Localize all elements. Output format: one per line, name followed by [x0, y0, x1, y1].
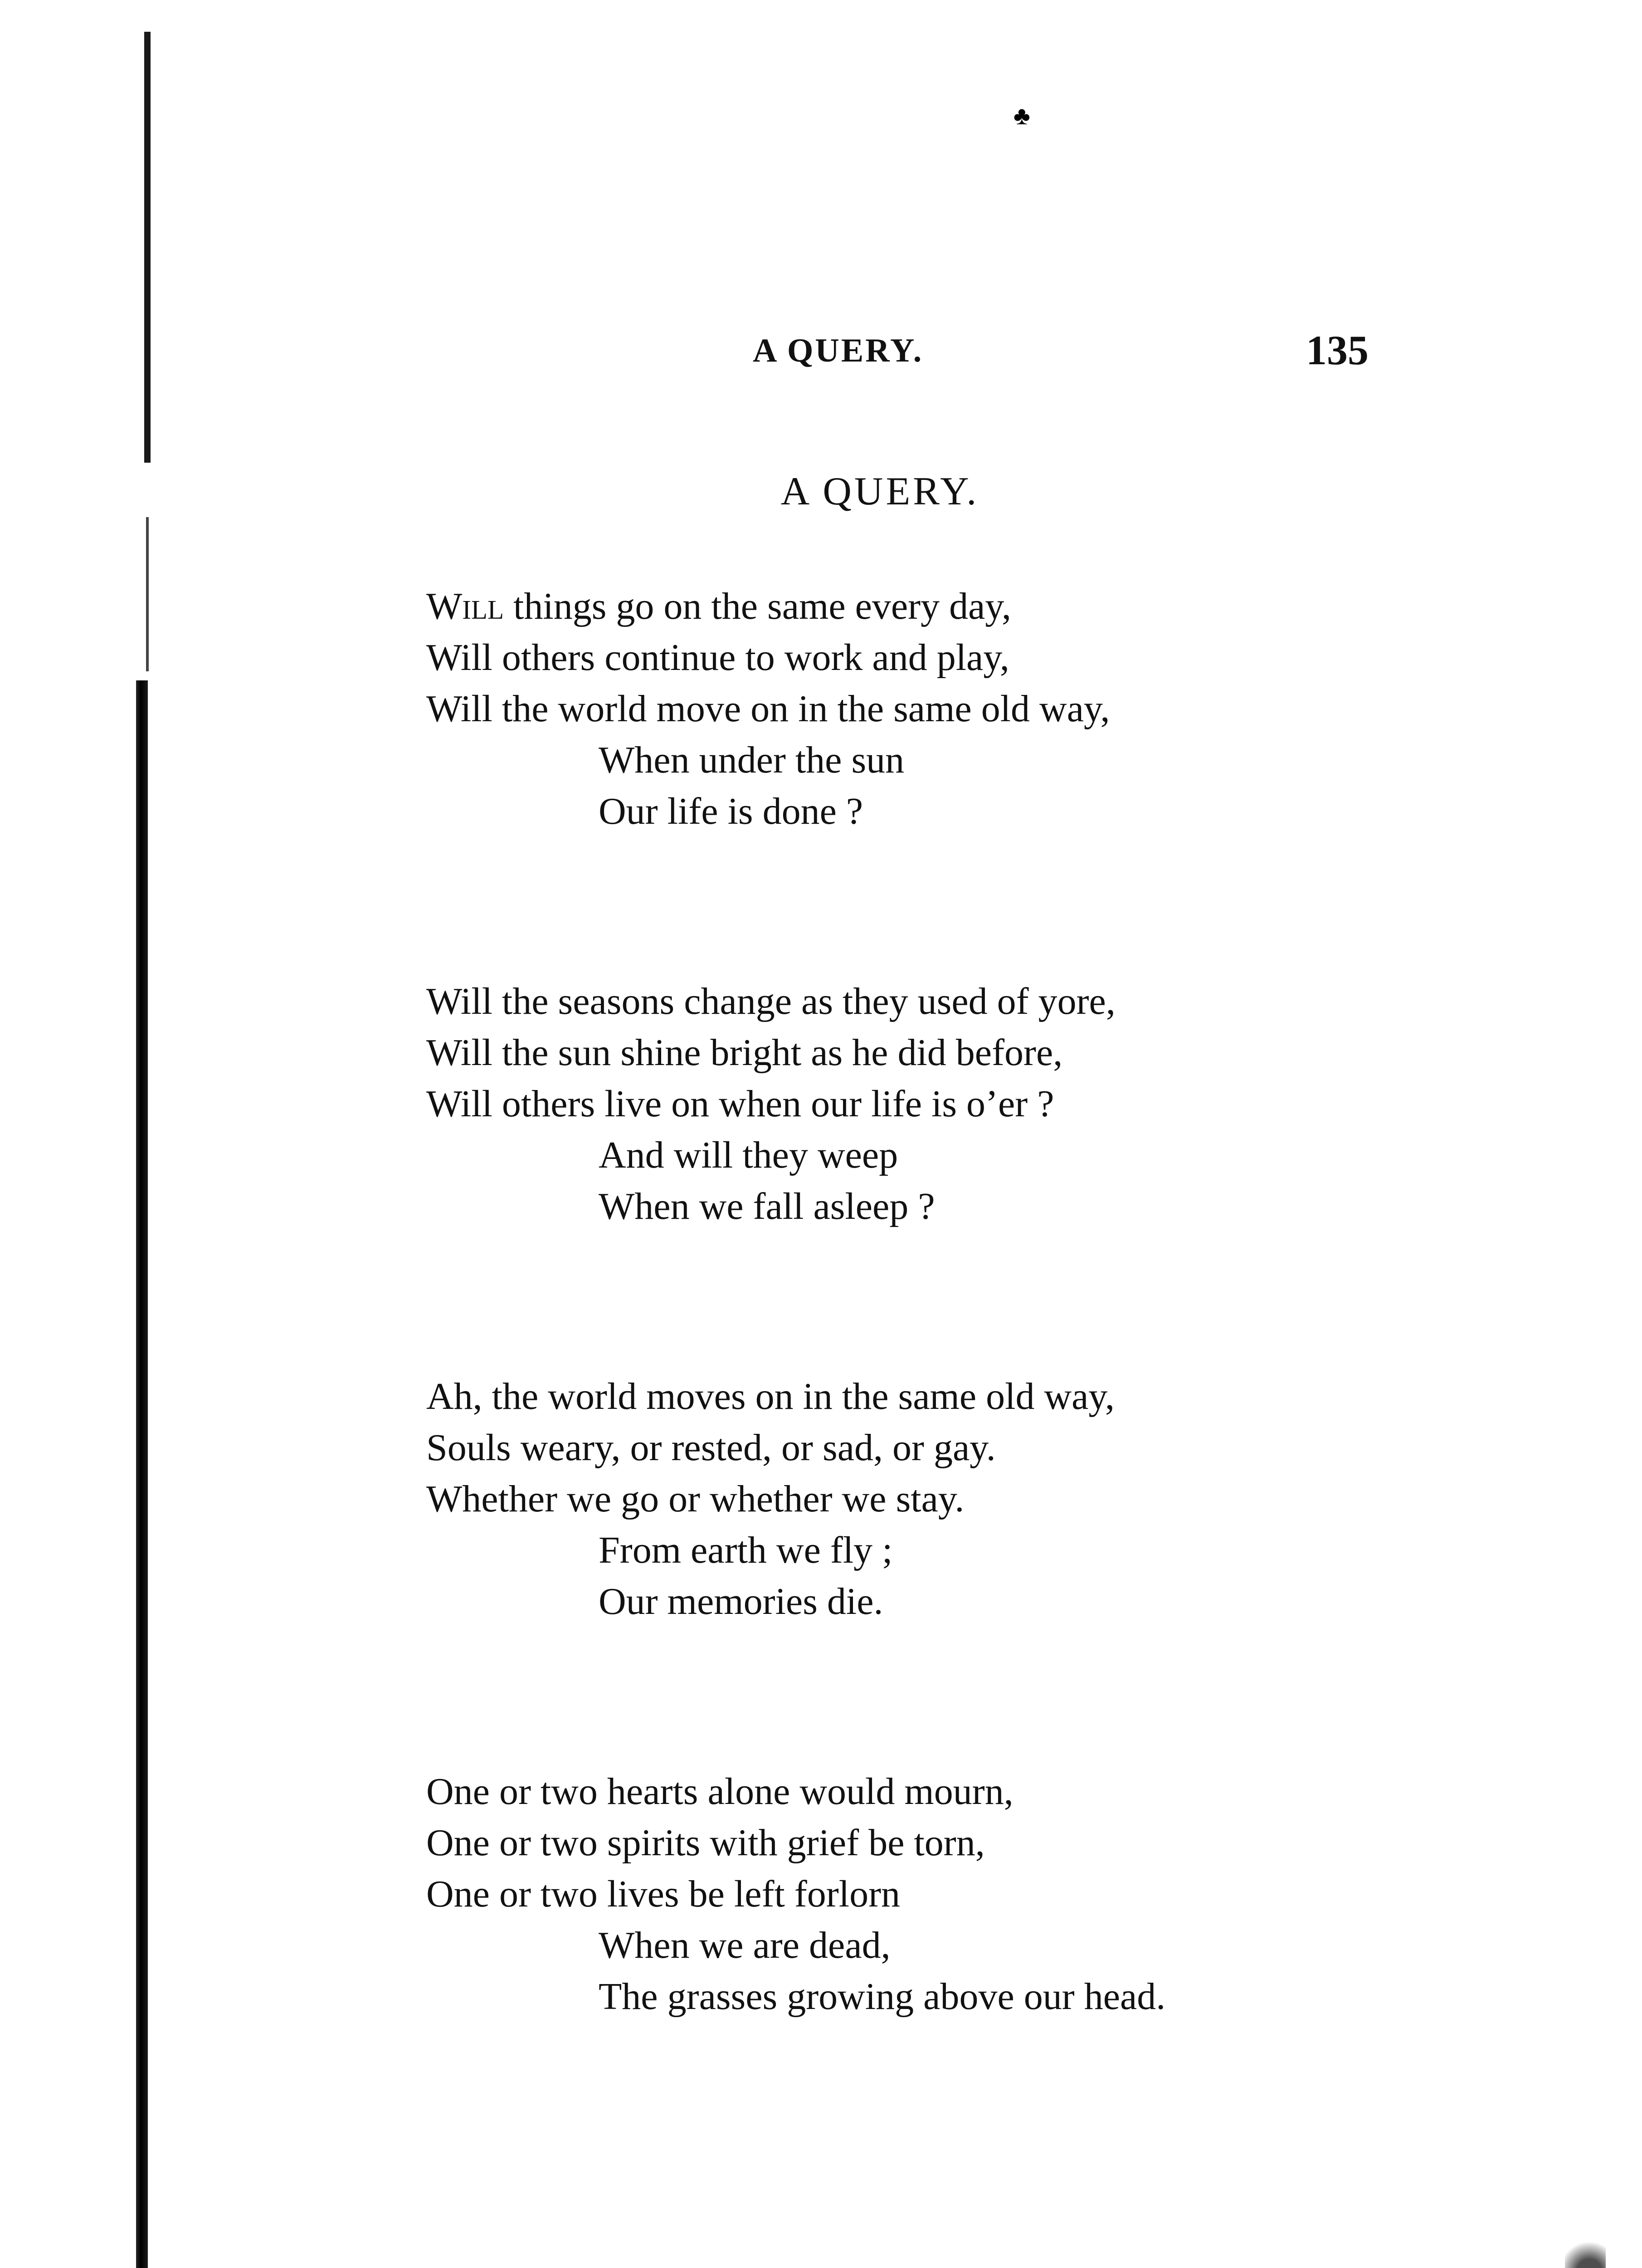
drop-word: Will: [426, 585, 504, 627]
ink-speck: ♣: [1013, 102, 1030, 130]
page-number: 135: [1306, 327, 1369, 373]
poem-line: Will others continue to work and play,: [426, 636, 1009, 679]
poem-line: When we fall asleep ?: [599, 1185, 935, 1227]
poem-line: Will others live on when our life is o’er ?: [426, 1083, 1054, 1125]
running-head: A QUERY.: [753, 332, 924, 369]
poem-line: And will they weep: [599, 1134, 898, 1176]
poem-line: [426, 581, 1165, 632]
poem-line: When under the sun: [599, 739, 905, 781]
poem-line: Souls weary, or rested, or sad, or gay.: [426, 1427, 996, 1469]
poem-line: One or two spirits with grief be torn,: [426, 1822, 985, 1864]
poem-line: Whether we go or whether we stay.: [426, 1478, 965, 1520]
poem-line: Will the world move on in the same old way,: [426, 688, 1110, 730]
poem-line-text: things go on the same every day,: [504, 585, 1011, 627]
poem-line: The grasses growing above our head.: [599, 1975, 1166, 2018]
poem-title: A QUERY.: [780, 469, 979, 513]
poem-line: One or two lives be left forlorn: [426, 1873, 901, 1915]
poem-line: Will the seasons change as they used of yore,: [426, 980, 1116, 1022]
poem-body: [426, 581, 1165, 2161]
stanza: [426, 976, 1165, 1232]
stanza: [426, 581, 1165, 837]
binding-edge-middle: [146, 517, 149, 671]
poem-line: Our memories die.: [599, 1580, 883, 1623]
binding-edge-lower: [136, 680, 148, 2268]
poem-line: From earth we fly ;: [599, 1529, 893, 1571]
poem-line: One or two hearts alone would mourn,: [426, 1770, 1013, 1813]
binding-edge-upper: [144, 32, 151, 463]
poem-line: Our life is done ?: [599, 790, 863, 832]
poem-line: Ah, the world moves on in the same old way,: [426, 1375, 1115, 1418]
corner-smudge: [1565, 2228, 1606, 2268]
poem-line: When we are dead,: [599, 1924, 891, 1966]
stanza: [426, 1371, 1165, 1627]
poem-line: Will the sun shine bright as he did before,: [426, 1031, 1063, 1074]
stanza: [426, 1766, 1165, 2022]
